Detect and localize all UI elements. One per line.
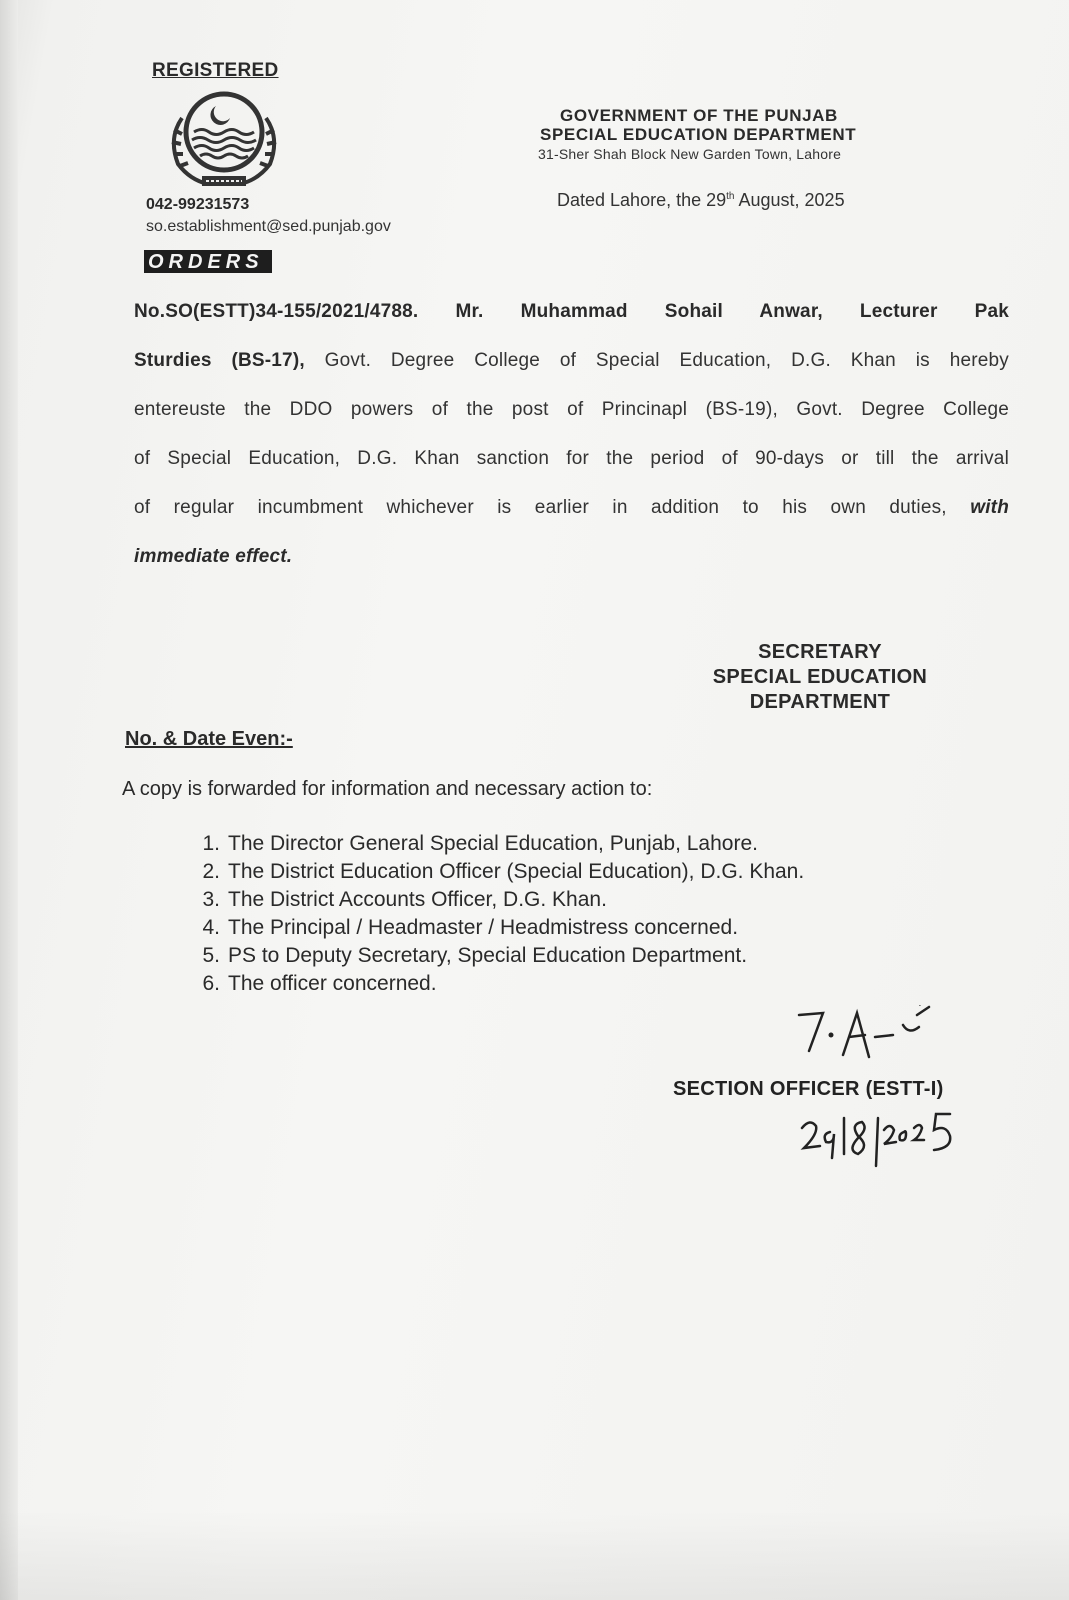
secretary-line-2: SPECIAL EDUCATION [712,666,928,688]
order-line-5 [134,483,1009,532]
recipient-number: 3. [202,888,220,911]
recipient-item [182,914,804,942]
recipient-text: The Director General Special Education, Punjab, Lahore. [228,832,758,855]
recipients-list [182,830,804,998]
dated-suffix: August, 2025 [734,190,845,210]
copy-forward-intro: A copy is forwarded for information and necessary action to: [122,778,653,800]
recipient-text: The officer concerned. [228,972,437,995]
recipient-number: 5. [202,944,220,967]
no-date-even-heading: No. & Date Even:- [125,728,293,750]
handwritten-initials-signature [795,1005,955,1065]
order-line-3: entereuste the DDO powers of the post of Princinapl (BS-19), Govt. Degree College [134,399,1009,420]
recipient-text: The District Accounts Officer, D.G. Khan. [228,888,607,911]
email-address: so.establishment@sed.punjab.gov [146,218,391,235]
order-body [134,287,1009,581]
recipient-number: 1. [202,832,220,855]
recipient-item [182,830,804,858]
phone-number: 042-99231573 [146,196,250,213]
dated-prefix: Dated Lahore, the 29 [557,190,727,210]
recipient-item [182,942,804,970]
handwritten-date [800,1110,975,1170]
order-line-5-emphasis: with [970,497,1010,518]
recipient-item [182,970,804,998]
dated-line [557,190,845,211]
secretary-line-3: DEPARTMENT [749,691,891,713]
government-title: GOVERNMENT OF THE PUNJAB [560,106,838,125]
recipient-number: 4. [202,916,220,939]
order-line-6 [134,532,1009,581]
recipient-text: The Principal / Headmaster / Headmistress concerned. [228,916,739,939]
order-line-2-text: Govt. Degree College of Special Education, D.G. Khan is hereby [304,350,1009,371]
orders-heading: ORDERS [144,250,272,273]
page-bottom-shadow [0,1510,1069,1600]
recipient-item [182,858,804,886]
order-line-2 [134,336,1009,385]
officer-name: Mr. Muhammad Sohail Anwar, Lecturer Pak [455,301,1009,322]
order-line-5-text: of regular incumbment whichever is earlier in addition to his own duties, [134,497,947,518]
officer-grade: Sturdies (BS-17), [134,350,305,371]
registered-label: REGISTERED [152,60,279,81]
order-line-4: of Special Education, D.G. Khan sanction for the period of 90-days or till the arrival [134,448,1009,469]
section-officer-title: SECTION OFFICER (ESTT-I) [673,1078,944,1100]
recipient-number: 6. [202,972,220,995]
order-line-1 [134,287,1009,336]
order-line-6-emphasis: immediate effect. [134,546,293,567]
dated-superscript: th [726,191,735,202]
recipient-text: The District Education Officer (Special Education), D.G. Khan. [228,860,805,883]
punjab-government-emblem-icon [158,88,290,196]
department-address: 31-Sher Shah Block New Garden Town, Lahore [538,146,842,162]
recipient-number: 2. [202,860,220,883]
order-number: No.SO(ESTT)34-155/2021/4788. [134,301,419,322]
page-edge [0,0,18,1600]
recipient-item [182,886,804,914]
recipient-text: PS to Deputy Secretary, Special Education Department. [228,944,748,967]
department-title: SPECIAL EDUCATION DEPARTMENT [540,125,857,144]
secretary-line-1: SECRETARY [758,641,882,663]
